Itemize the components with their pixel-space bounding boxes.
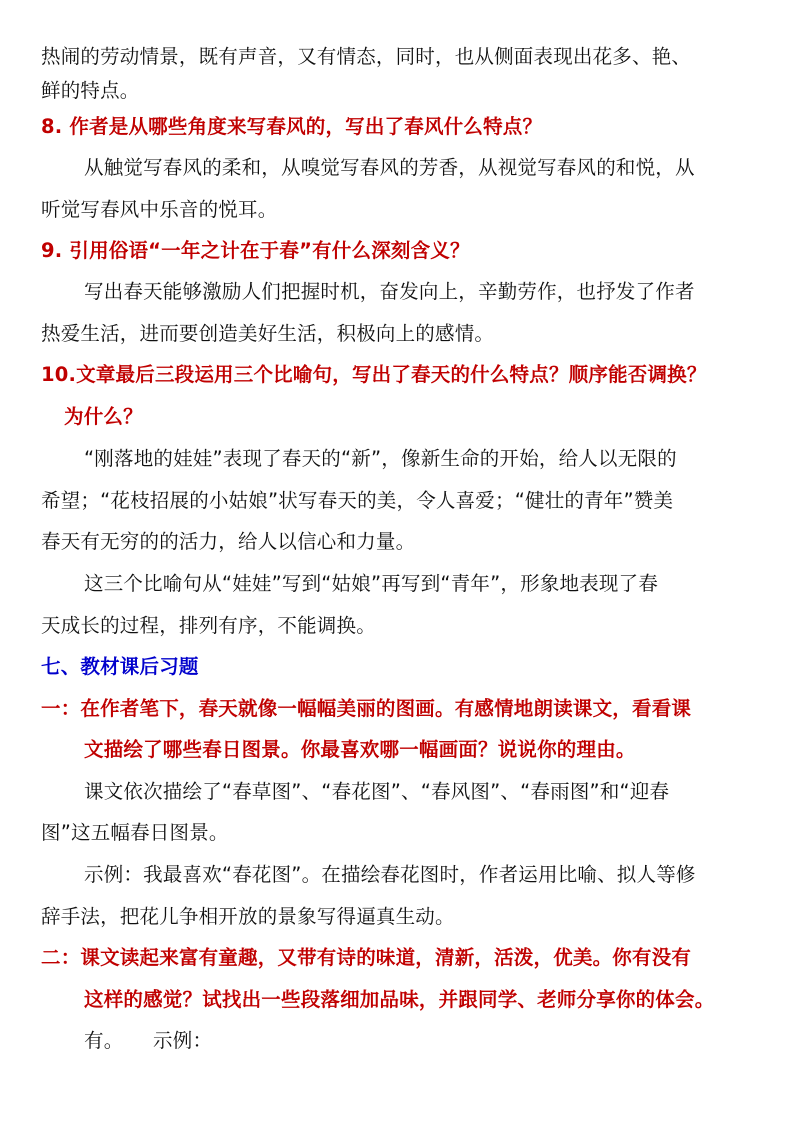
- question-9-heading: 9. 引用俗语“一年之计在于春”有什么深刻含义？: [41, 239, 470, 262]
- section-heading: 七、教材课后习题: [41, 655, 199, 678]
- exercise-1-heading-cont: 文描绘了哪些春日图景。你最喜欢哪一幅画面？说说你的理由。: [84, 738, 636, 761]
- exercise-1-example-line: 辞手法，把花儿争相开放的景象写得逼真生动。: [41, 905, 455, 928]
- question-8-heading: 8. 作者是从哪些角度来写春风的，写出了春风什么特点？: [41, 115, 543, 138]
- exercise-1-answer-line: 课文依次描绘了“春草图”、“春花图”、“春风图”、“春雨图”和“迎春: [84, 780, 670, 803]
- exercise-2-answer-line: 有。 示例：: [84, 1029, 213, 1052]
- exercise-1-answer-line: 图”这五幅春日图景。: [41, 821, 229, 844]
- question-10-heading-cont: 为什么？: [64, 405, 143, 428]
- answer-10-line: 这三个比喻句从“娃娃”写到“姑娘”再写到“青年”，形象地表现了春: [84, 572, 659, 595]
- body-line: 热闹的劳动情景，既有声音，又有情态，同时，也从侧面表现出花多、艳、: [41, 45, 692, 68]
- exercise-1-heading: 一：在作者笔下，春天就像一幅幅美丽的图画。有感情地朗读课文，看看课: [41, 697, 692, 720]
- answer-8-line: 从触觉写春风的柔和，从嗅觉写春风的芳香，从视觉写春风的和悦，从: [84, 156, 695, 179]
- answer-10-line: “刚落地的娃娃”表现了春天的“新”，像新生命的开始，给人以无限的: [84, 447, 677, 470]
- answer-10-line: 希望；“花枝招展的小姑娘”状写春天的美，令人喜爱；“健壮的青年”赞美: [41, 489, 674, 512]
- exercise-1-example-line: 示例：我最喜欢“春花图”。在描绘春花图时，作者运用比喻、拟人等修: [84, 863, 696, 886]
- answer-9-line: 热爱生活，进而要创造美好生活，积极向上的感情。: [41, 322, 495, 345]
- answer-10-line: 天成长的过程，排列有序，不能调换。: [41, 614, 376, 637]
- answer-10-line: 春天有无穷的的活力，给人以信心和力量。: [41, 530, 416, 553]
- question-10-heading: 10.文章最后三段运用三个比喻句，写出了春天的什么特点？顺序能否调换？: [41, 363, 707, 386]
- body-line: 鲜的特点。: [41, 79, 140, 102]
- answer-8-line: 听觉写春风中乐音的悦耳。: [41, 198, 278, 221]
- answer-9-line: 写出春天能够激励人们把握时机，奋发向上，辛勤劳作，也抒发了作者: [84, 280, 695, 303]
- exercise-2-heading-cont: 这样的感觉？试找出一些段落细加品味，并跟同学、老师分享你的体会。: [84, 988, 715, 1011]
- exercise-2-heading: 二：课文读起来富有童趣，又带有诗的味道，清新，活泼，优美。你有没有: [41, 946, 692, 969]
